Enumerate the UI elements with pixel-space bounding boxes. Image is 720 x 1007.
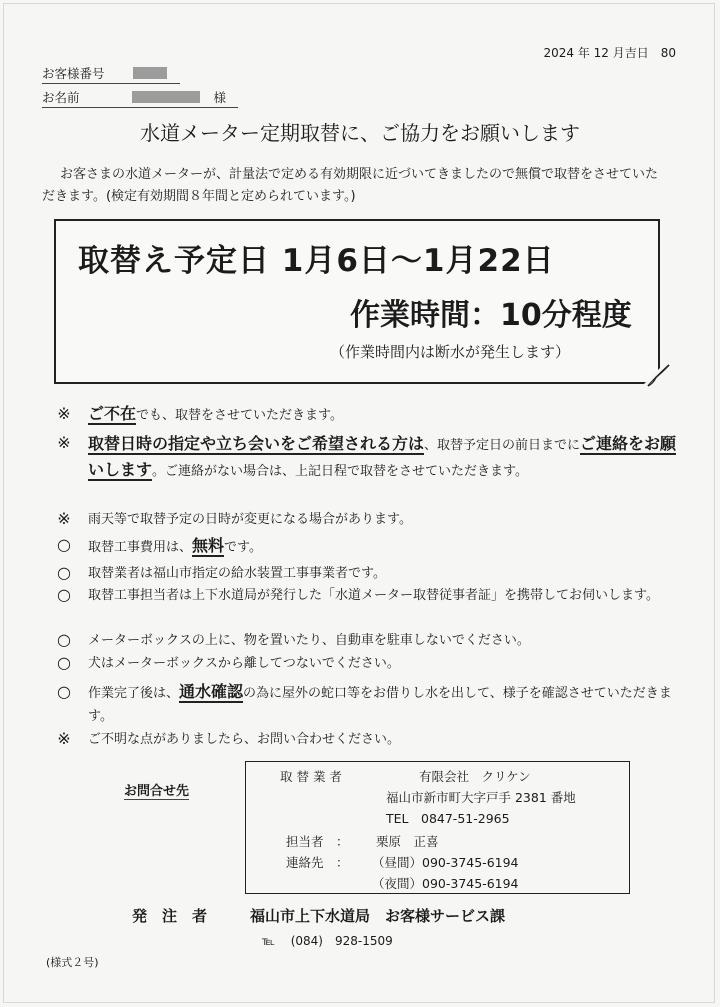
page-title: 水道メーター定期取替に、ご協力をお願いします xyxy=(140,121,580,145)
customer-number-label: お客様番号 xyxy=(42,66,105,81)
customer-name-row xyxy=(42,88,238,108)
customer-number-row xyxy=(42,64,180,84)
contact-number-label: 連絡先 ： xyxy=(286,855,349,870)
note-mark: ※ xyxy=(57,433,71,452)
night-phone: （夜間）090-3745-6194 xyxy=(372,876,519,891)
cost-text: 取替工事費用は、 xyxy=(88,540,193,555)
customer-name-redaction xyxy=(132,91,200,103)
contact-request-emphasis: ご連絡をお願いします xyxy=(88,434,677,479)
note-mark: ※ xyxy=(57,729,71,748)
note-mark: ○ xyxy=(57,535,71,554)
orderer-phone: ℡ (084) 928-1509 xyxy=(262,934,393,948)
completion-text-end: の為に屋外の蛇口等をお借りし水を出して、様子を確認させていただきます。 xyxy=(88,686,672,724)
free-emphasis: 無料 xyxy=(192,536,225,555)
issue-date: 2024 年 12 月吉日 80 xyxy=(543,46,676,60)
contact-section-label: お問合せ先 xyxy=(124,780,189,800)
contact-box xyxy=(245,761,630,894)
appointment-request-emphasis: 取替日時の指定や立ち会いをご希望される方は xyxy=(88,434,425,453)
customer-number-redaction xyxy=(133,67,167,79)
contractor-address: 福山市新市町大字戸手 2381 番地 xyxy=(386,790,576,805)
cost-text-end: です。 xyxy=(224,540,262,555)
absent-emphasis: ご不在 xyxy=(88,404,137,423)
folded-corner-icon xyxy=(642,359,670,387)
form-number: (様式２号) xyxy=(46,956,99,969)
list-item xyxy=(50,432,690,484)
note-mark: ○ xyxy=(57,563,71,582)
daytime-phone: （昼間）090-3745-6194 xyxy=(372,855,519,870)
inquiry-note: ご不明な点がありましたら、お問い合わせください。 xyxy=(88,732,401,747)
person-name: 栗原 正喜 xyxy=(376,834,439,849)
orderer-label: 発 注 者 xyxy=(132,907,208,925)
contractor-name: 有限会社 クリケン xyxy=(419,769,531,784)
note-mark: ○ xyxy=(57,630,71,649)
worker-id-note: 取替工事担当者は上下水道局が発行した「水道メーター取替従事者証」を携帯してお伺いします。 xyxy=(88,588,659,603)
note-mark: ※ xyxy=(57,404,71,423)
rain-note: 雨天等で取替予定の日時が変更になる場合があります。 xyxy=(88,512,412,527)
note-mark: ○ xyxy=(57,682,71,701)
list-item xyxy=(50,585,690,606)
contractor-label: 取 替 業 者 xyxy=(280,769,342,784)
list-item xyxy=(50,630,690,651)
note-mark: ○ xyxy=(57,585,71,604)
appointment-fallback-text: 。ご連絡がない場合は、上記日程で取替をさせていただきます。 xyxy=(152,464,528,479)
honorific: 様 xyxy=(213,90,226,105)
meter-box-note: メーターボックスの上に、物を置いたり、自動車を駐車しないでください。 xyxy=(88,633,530,648)
dog-note: 犬はメーターボックスから離してつないでください。 xyxy=(88,656,400,671)
appointment-text: 、取替予定日の前日までに xyxy=(424,438,581,453)
list-item xyxy=(50,729,690,750)
list-item xyxy=(50,563,690,584)
list-item xyxy=(50,535,690,558)
water-outage-note: （作業時間内は断水が発生します） xyxy=(330,343,571,361)
work-duration: 作業時間：10分程度 xyxy=(350,298,632,333)
completion-text: 作業完了後は、 xyxy=(88,686,180,701)
contractor-note: 取替業者は福山市指定の給水装置工事事業者です。 xyxy=(88,566,386,581)
replacement-date: 取替え予定日 1月6日～1月22日 xyxy=(78,243,555,279)
note-mark: ○ xyxy=(57,653,71,672)
contractor-phone: TEL 0847-51-2965 xyxy=(386,811,510,826)
person-label: 担当者 ： xyxy=(286,834,349,849)
list-item xyxy=(50,653,690,674)
orderer-name: 福山市上下水道局 お客様サービス課 xyxy=(250,907,506,925)
list-item xyxy=(50,680,690,728)
name-label: お名前 xyxy=(42,90,80,105)
list-item xyxy=(50,403,690,426)
list-item xyxy=(50,509,690,530)
intro-text: お客さまの水道メーターが、計量法で定める有効期限に近づいてきましたので無償で取替をさせていただきます。(検定有効期間８年間と定められています。) xyxy=(42,167,659,204)
note-mark: ※ xyxy=(57,509,71,528)
absent-text: でも、取替をさせていただきます。 xyxy=(136,408,343,423)
intro-paragraph xyxy=(42,164,670,208)
water-check-emphasis: 通水確認 xyxy=(179,682,244,701)
